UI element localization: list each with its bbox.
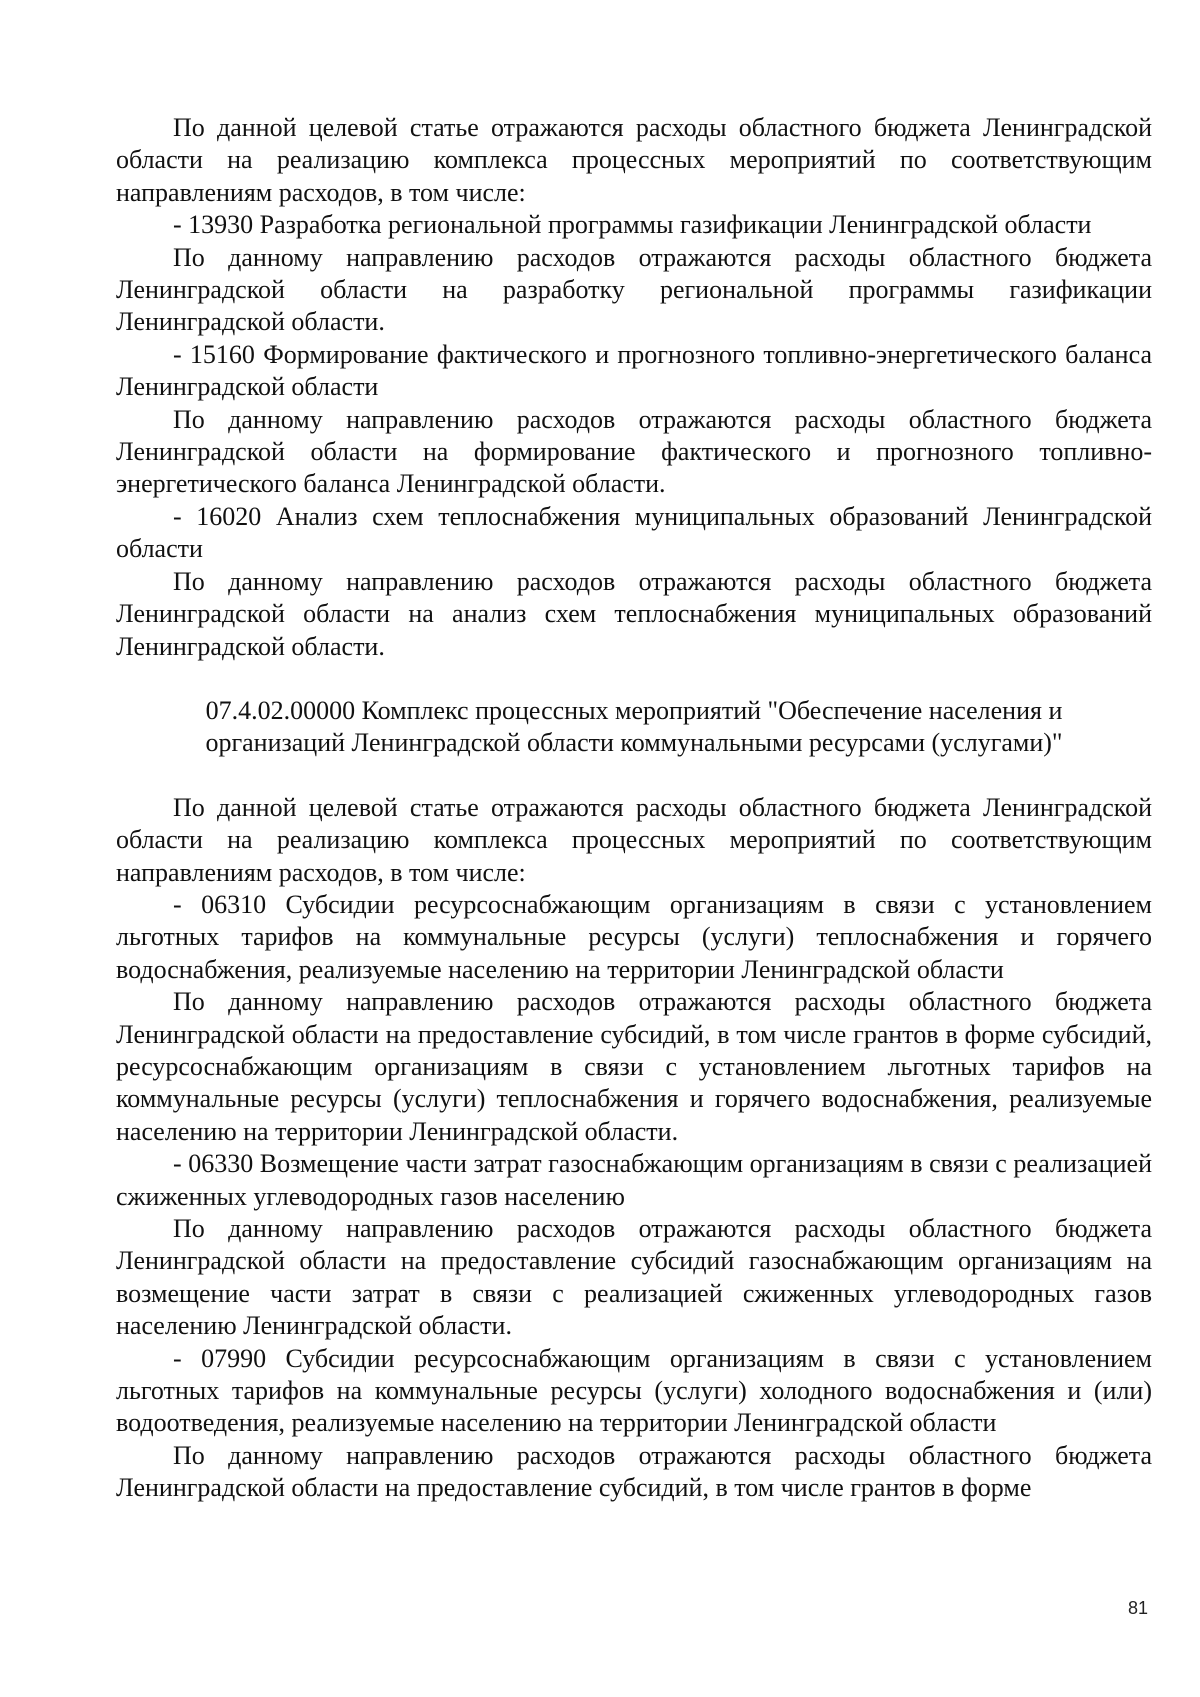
document-page xyxy=(116,112,1152,1505)
paragraph-item-06330: - 06330 Возмещение части затрат газоснабжающим организациям в связи с реализацией сжиженных углеводородных газов населению xyxy=(116,1149,1152,1211)
paragraph-desc-15160: По данному направлению расходов отражаются расходы областного бюджета Ленинградской области на формирование фактического и прогнозного топливно-энергетического баланса Ленинградской области. xyxy=(116,404,1152,499)
paragraph-desc-16020: По данному направлению расходов отражаются расходы областного бюджета Ленинградской области на анализ схем теплоснабжения муниципальных образований Ленинградской области. xyxy=(116,566,1152,661)
paragraph-intro-2: По данной целевой статье отражаются расходы областного бюджета Ленинградской области на реализацию комплекса процессных мероприятий по соответствующим направлениям расходов, в том числе: xyxy=(116,792,1152,887)
paragraph-desc-06330: По данному направлению расходов отражаются расходы областного бюджета Ленинградской области на предоставление субсидий газоснабжающим организациям на возмещение части затрат в связи с реализацией сжиженных углеводородных газов населению Ленинградской области. xyxy=(116,1214,1152,1341)
page-number: 81 xyxy=(1127,1598,1148,1618)
paragraph-item-06310: - 06310 Субсидии ресурсоснабжающим организациям в связи с установлением льготных тарифов на коммунальные ресурсы (услуги) теплоснабжения и горячего водоснабжения, реализуемые населению на территории Ленинградской области xyxy=(116,889,1152,984)
paragraph-item-13930: - 13930 Разработка региональной программы газификации Ленинградской области xyxy=(173,210,1092,240)
paragraph-desc-07990: По данному направлению расходов отражаются расходы областного бюджета Ленинградской области на предоставление субсидий, в том числе грантов в форме xyxy=(116,1440,1152,1503)
paragraph-item-16020: - 16020 Анализ схем теплоснабжения муниципальных образований Ленинградской области xyxy=(116,501,1152,564)
paragraph-intro: По данной целевой статье отражаются расходы областного бюджета Ленинградской области на реализацию комплекса процессных мероприятий по соответствующим направлениям расходов, в том числе: xyxy=(116,113,1152,207)
paragraph-desc-13930: По данному направлению расходов отражаются расходы областного бюджета Ленинградской области на разработку региональной программы газификации Ленинградской области. xyxy=(116,242,1152,337)
section-heading: 07.4.02.00000 Комплекс процессных мероприятий "Обеспечение населения и организаций Ленинградской области коммунальными ресурсами (услугами)" xyxy=(205,695,1063,758)
paragraph-item-15160: - 15160 Формирование фактического и прогнозного топливно-энергетического баланса Ленинградской области xyxy=(116,339,1152,402)
paragraph-item-07990: - 07990 Субсидии ресурсоснабжающим организациям в связи с установлением льготных тарифов на коммунальные ресурсы (услуги) холодного водоснабжения и (или) водоотведения, реализуемые населению на территории Ленинградской области xyxy=(116,1343,1152,1438)
paragraph-desc-06310: По данному направлению расходов отражаются расходы областного бюджета Ленинградской области на предоставление субсидий, в том числе грантов в форме субсидий, ресурсоснабжающим организациям в связи с установлением льготных тарифов на коммунальные ресурсы (услуги) теплоснабжения и горячего водоснабжения, реализуемые населению на территории Ленинградской области. xyxy=(116,987,1152,1146)
